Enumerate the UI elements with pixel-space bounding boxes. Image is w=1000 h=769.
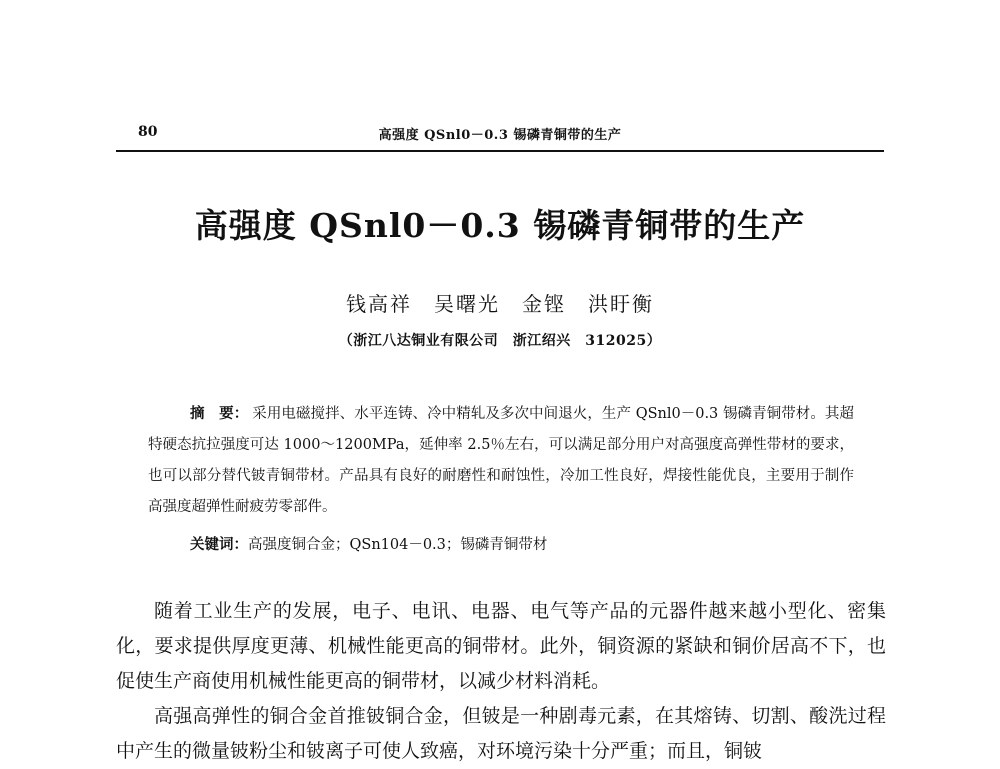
keywords-label: 关键词： <box>190 536 248 553</box>
keywords-text: 高强度铜合金；QSn104－0.3；锡磷青铜带材 <box>248 537 548 553</box>
abstract-text: 采用电磁搅拌、水平连铸、冷中精轧及多次中间退火，生产 QSnl0－0.3 锡磷青铜带材。其超特硬态抗拉强度可达 1000～1200MPa，延伸率 2.5％左右，可以满足部分用户对高强度高弹性带材的要求，也可以部分替代铍青铜带材。产品具有良好的耐磨性和耐蚀性，冷加工性良好，焊接性能优良，主要用于制作高强度超弹性耐疲劳零部件。 <box>148 406 854 515</box>
running-head <box>116 120 884 150</box>
page-number: 80 <box>138 124 158 140</box>
body-paragraph: 高强高弹性的铜合金首推铍铜合金，但铍是一种剧毒元素，在其熔铸、切割、酸洗过程中产生的微量铍粉尘和铍离子可使人致癌，对环境污染十分严重；而且，铜铍 <box>116 705 886 762</box>
abstract-paragraph <box>148 398 854 523</box>
header-rule <box>116 150 884 152</box>
abstract <box>148 398 854 523</box>
paper-title: 高强度 QSnl0－0.3 锡磷青铜带的生产 <box>194 206 806 245</box>
body-text <box>116 594 886 769</box>
authors: 钱高祥 吴曙光 金铿 洪盱衡 <box>346 292 654 316</box>
body-paragraph: 随着工业生产的发展，电子、电讯、电器、电气等产品的元器件越来越小型化、密集化，要求提供厚度更薄、机械性能更高的铜带材。此外，铜资源的紧缺和铜价居高不下，也促使生产商使用机械性能更高的铜带材，以减少材料消耗。 <box>116 600 886 692</box>
running-head-title: 高强度 QSnl0－0.3 锡磷青铜带的生产 <box>378 128 622 143</box>
keywords <box>190 529 850 561</box>
abstract-label: 摘 要： <box>190 405 249 422</box>
affiliation: （浙江八达铜业有限公司 浙江绍兴 312025） <box>338 333 662 349</box>
